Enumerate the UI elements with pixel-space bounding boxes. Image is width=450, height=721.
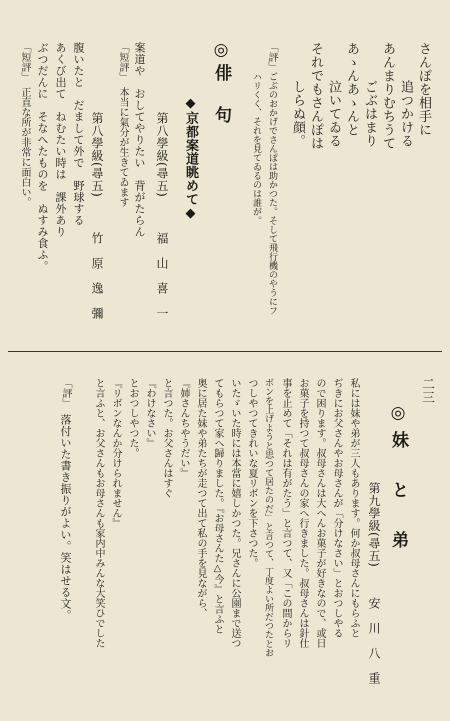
poem-line: 追つかける bbox=[398, 80, 413, 148]
essay-line: 私には妹や弟が三人もあります。何か叔母さんにもらふと bbox=[348, 378, 359, 638]
essay-line: お菓子を持つて叔母さんの家へ行きました。叔母さんは針仕 bbox=[297, 378, 308, 648]
poem-line: それでもさんぽは bbox=[308, 42, 323, 150]
essay-line: 『姉さんちやうだい』 bbox=[178, 378, 189, 478]
essay-line: と言つた。お父さんはすぐ bbox=[161, 378, 172, 498]
poem-line: ごぶはまり bbox=[362, 80, 377, 148]
essay-line: 奥に居た妹や弟たちが走つて出て私の手を見ながら、 bbox=[195, 378, 206, 618]
essay-line: と言ふと、お父さんもお母さんも家内中みんな大笑ひでした bbox=[93, 378, 104, 648]
haiku-line: 腹いたと だまして外で 野球する bbox=[72, 42, 85, 226]
essay-line: 事を止めて「それは有がたう」と言つて、又「この間からリ bbox=[280, 378, 291, 648]
haiku-grade: 第八學級(尋五) bbox=[155, 112, 169, 198]
essay-line: つしやつてきれいな夏リボンを下さつた。 bbox=[246, 378, 257, 568]
poem-line: しらぬ顔。 bbox=[290, 80, 305, 148]
poem-line: あんまりむちうて bbox=[380, 42, 395, 150]
haiku-comment: 「短評」 本当に氣分が生きてゐます bbox=[117, 42, 128, 207]
essay-author: 安 川 八 重 bbox=[367, 597, 381, 685]
haiku-heading: ◎俳 句 bbox=[211, 40, 231, 127]
essay-grade: 第九學級(尋五) bbox=[367, 482, 381, 568]
poem-comment-line: ハリくく、それを見てゐるのは誰が。 bbox=[251, 72, 261, 225]
poem-line: あゝんあゝんと bbox=[344, 42, 359, 137]
essay-line: ボンを上げようと思つて居たのだ」と言つて、丁度よい所だつたとお bbox=[263, 378, 273, 657]
haiku-line: あくび出て ねむたい時は 課外あり bbox=[54, 42, 67, 238]
essay-line: いたゞいた時には本當に嬉しかつた。兄さんに公園まで送つ bbox=[229, 378, 240, 648]
page-number: 二三 bbox=[419, 377, 434, 404]
haiku-line: ぶつだんに そなへたものを ぬすみ食ふ。 bbox=[36, 42, 49, 272]
poem-comment-label: 「評」 bbox=[266, 42, 277, 72]
essay-line: 『リボンなんか分けられません』 bbox=[110, 378, 121, 528]
essay-line: 『わけなさい』 bbox=[144, 378, 155, 448]
poem-line: 泣いてゐる bbox=[326, 80, 341, 148]
haiku-line: 案道や おしてやりたい 背がたらん bbox=[133, 42, 146, 238]
haiku-subtitle: ◆京都案道眺めて◆ bbox=[183, 96, 198, 222]
essay-comment: 落付いた書き振りがよい。笑はせる文。 bbox=[59, 414, 72, 621]
essay-line: ぢきにお父さんやお母さんが「分けなさい」とおつしやる bbox=[331, 378, 342, 638]
haiku-author: 福 山 喜 一 bbox=[155, 232, 169, 320]
poem-line: さんぽを相手に bbox=[416, 42, 431, 137]
essay-title: ◎妹 と 弟 bbox=[388, 403, 408, 556]
essay-line: てもらつて家へ歸りました。『お母さんた△今』と言ふと bbox=[212, 378, 223, 634]
haiku-grade: 第八學級(尋五) bbox=[90, 112, 104, 198]
essay-line: とおつしやつた。 bbox=[127, 378, 138, 458]
poem-comment-line: ごぶのおかげでさんぽは助かつた。そして飛行機のやうにフ bbox=[267, 72, 277, 315]
haiku-comment: 「短評」 正直な所が非常に面白い。 bbox=[19, 42, 30, 207]
essay-line: ので困ります。叔母さんは大へんお菓子が好きなので、或日 bbox=[314, 378, 325, 648]
essay-comment-label: 「評」 bbox=[60, 378, 71, 408]
haiku-author: 竹 原 逸 彌 bbox=[90, 232, 104, 320]
section-divider bbox=[8, 351, 442, 352]
